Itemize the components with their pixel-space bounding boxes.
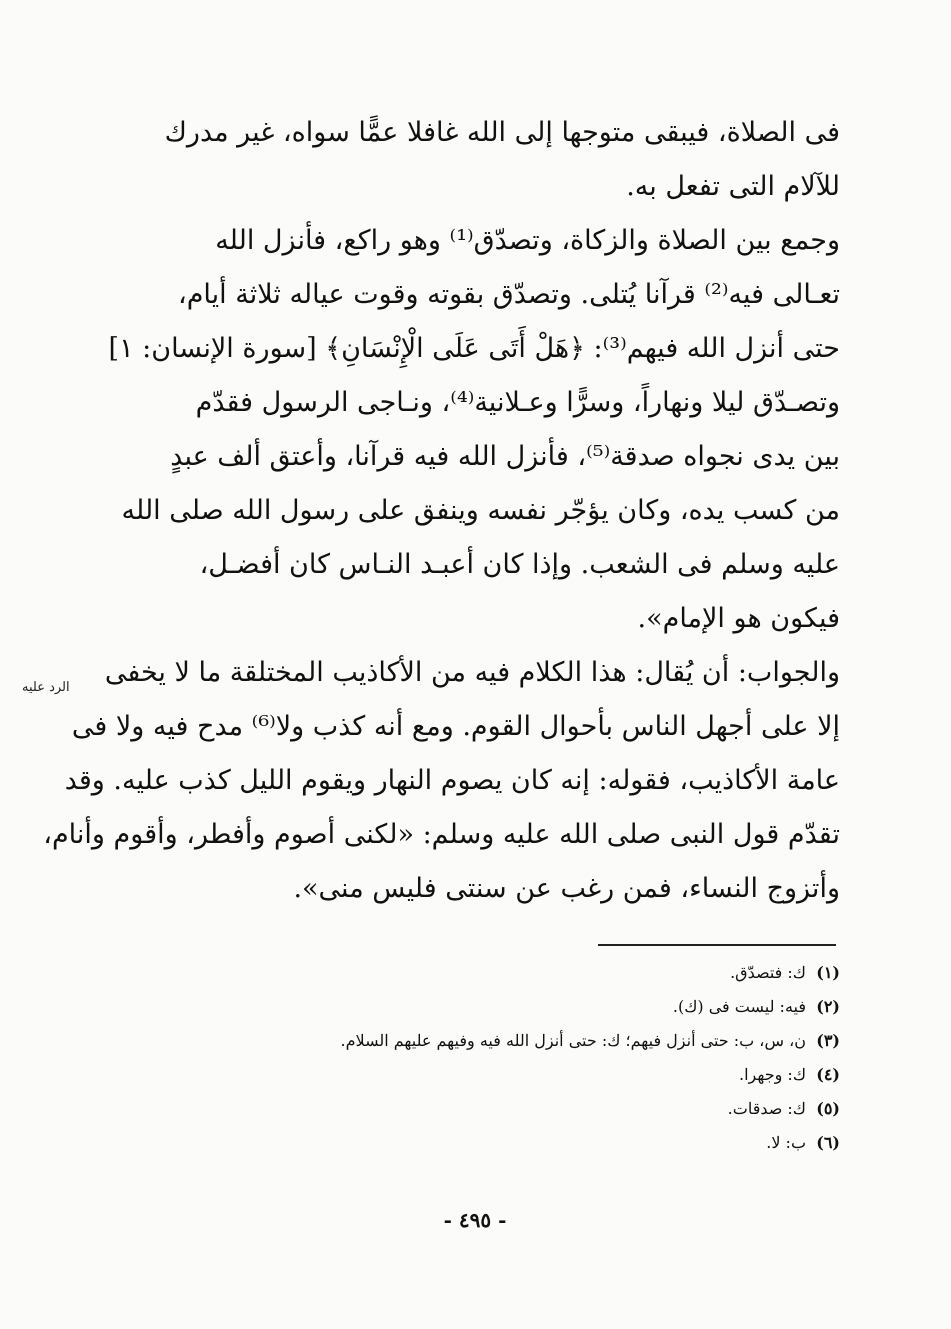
footnote-text: ب: لا.: [766, 1133, 806, 1152]
text-line: عامة الأكاذيب، فقوله: إنه كان يصوم النهار ويقوم الليل كذب عليه. وقد: [64, 765, 840, 796]
footnote-text: ك: صدقات.: [727, 1099, 806, 1118]
text-line: تعـالى فيه⁽²⁾ قرآنا يُتلى. وتصدّق بقوته وقوت عياله ثلاثة أيام،: [178, 279, 840, 310]
footnote-divider: [598, 944, 836, 946]
text-line: فيكون هو الإمام».: [637, 603, 840, 634]
footnote-number: (٢): [816, 997, 840, 1016]
text-line: إلا على أجهل الناس بأحوال القوم. ومع أنه كذب ولا⁽⁶⁾ مدح فيه ولا فى: [71, 711, 840, 742]
text-line: حتى أنزل الله فيهم⁽³⁾: ﴿هَلْ أَتَى عَلَى الْإِنْسَانِ﴾ [سورة الإنسان: ١]: [108, 333, 840, 364]
text-line: وتصـدّق ليلا ونهاراً، وسرًّا وعـلانية⁽⁴⁾، ونـاجى الرسول فقدّم: [195, 387, 840, 418]
text-line: من كسب يده، وكان يؤجّر نفسه وينفق على رسول الله صلى الله: [121, 495, 840, 526]
footnote-text: ن، س، ب: حتى أنزل فيهم؛ ك: حتى أنزل الله فيه وفيهم عليهم السلام.: [340, 1031, 806, 1050]
margin-note: الرد عليه: [22, 680, 70, 695]
text-line: وأتزوج النساء، فمن رغب عن سنتى فليس منى».: [293, 873, 840, 904]
text-line: تقدّم قول النبى صلى الله عليه وسلم: «لكنى أصوم وأفطر، وأقوم وأنام،: [43, 819, 840, 850]
footnote: [200, 956, 840, 990]
footnote-number: (٥): [816, 1099, 840, 1118]
footnote-text: فيه: ليست فى (ك).: [672, 997, 806, 1016]
footnotes: [200, 956, 840, 1160]
footnote: [200, 1126, 840, 1160]
page-number: - ٤٩٥ -: [443, 1208, 507, 1232]
footnote-text: ك: فتصدّق.: [730, 963, 806, 982]
footnote-number: (٣): [816, 1031, 840, 1050]
footnote: [200, 1092, 840, 1126]
footnote-text: ك: وجهرا.: [738, 1065, 806, 1084]
text-line: للآلام التى تفعل به.: [626, 171, 840, 202]
text-line: والجواب: أن يُقال: هذا الكلام فيه من الأكاذيب المختلقة ما لا يخفى: [104, 657, 840, 688]
footnote: [200, 1024, 840, 1058]
footnote: [200, 990, 840, 1024]
text-line: بين يدى نجواه صدقة⁽⁵⁾، فأنزل الله فيه قرآنا، وأعتق ألف عبدٍ: [170, 441, 840, 472]
footnote: [200, 1058, 840, 1092]
footnote-number: (١): [816, 963, 840, 982]
text-line: عليه وسلم فى الشعب. وإذا كان أعبـد النـاس كان أفضـل،: [199, 549, 840, 580]
footnote-number: (٤): [816, 1065, 840, 1084]
footnote-number: (٦): [816, 1133, 840, 1152]
text-line: وجمع بين الصلاة والزكاة، وتصدّق⁽¹⁾ وهو راكع، فأنزل الله: [215, 225, 840, 256]
text-line: فى الصلاة، فيبقى متوجها إلى الله غافلا عمًّا سواه، غير مدرك: [164, 117, 840, 148]
